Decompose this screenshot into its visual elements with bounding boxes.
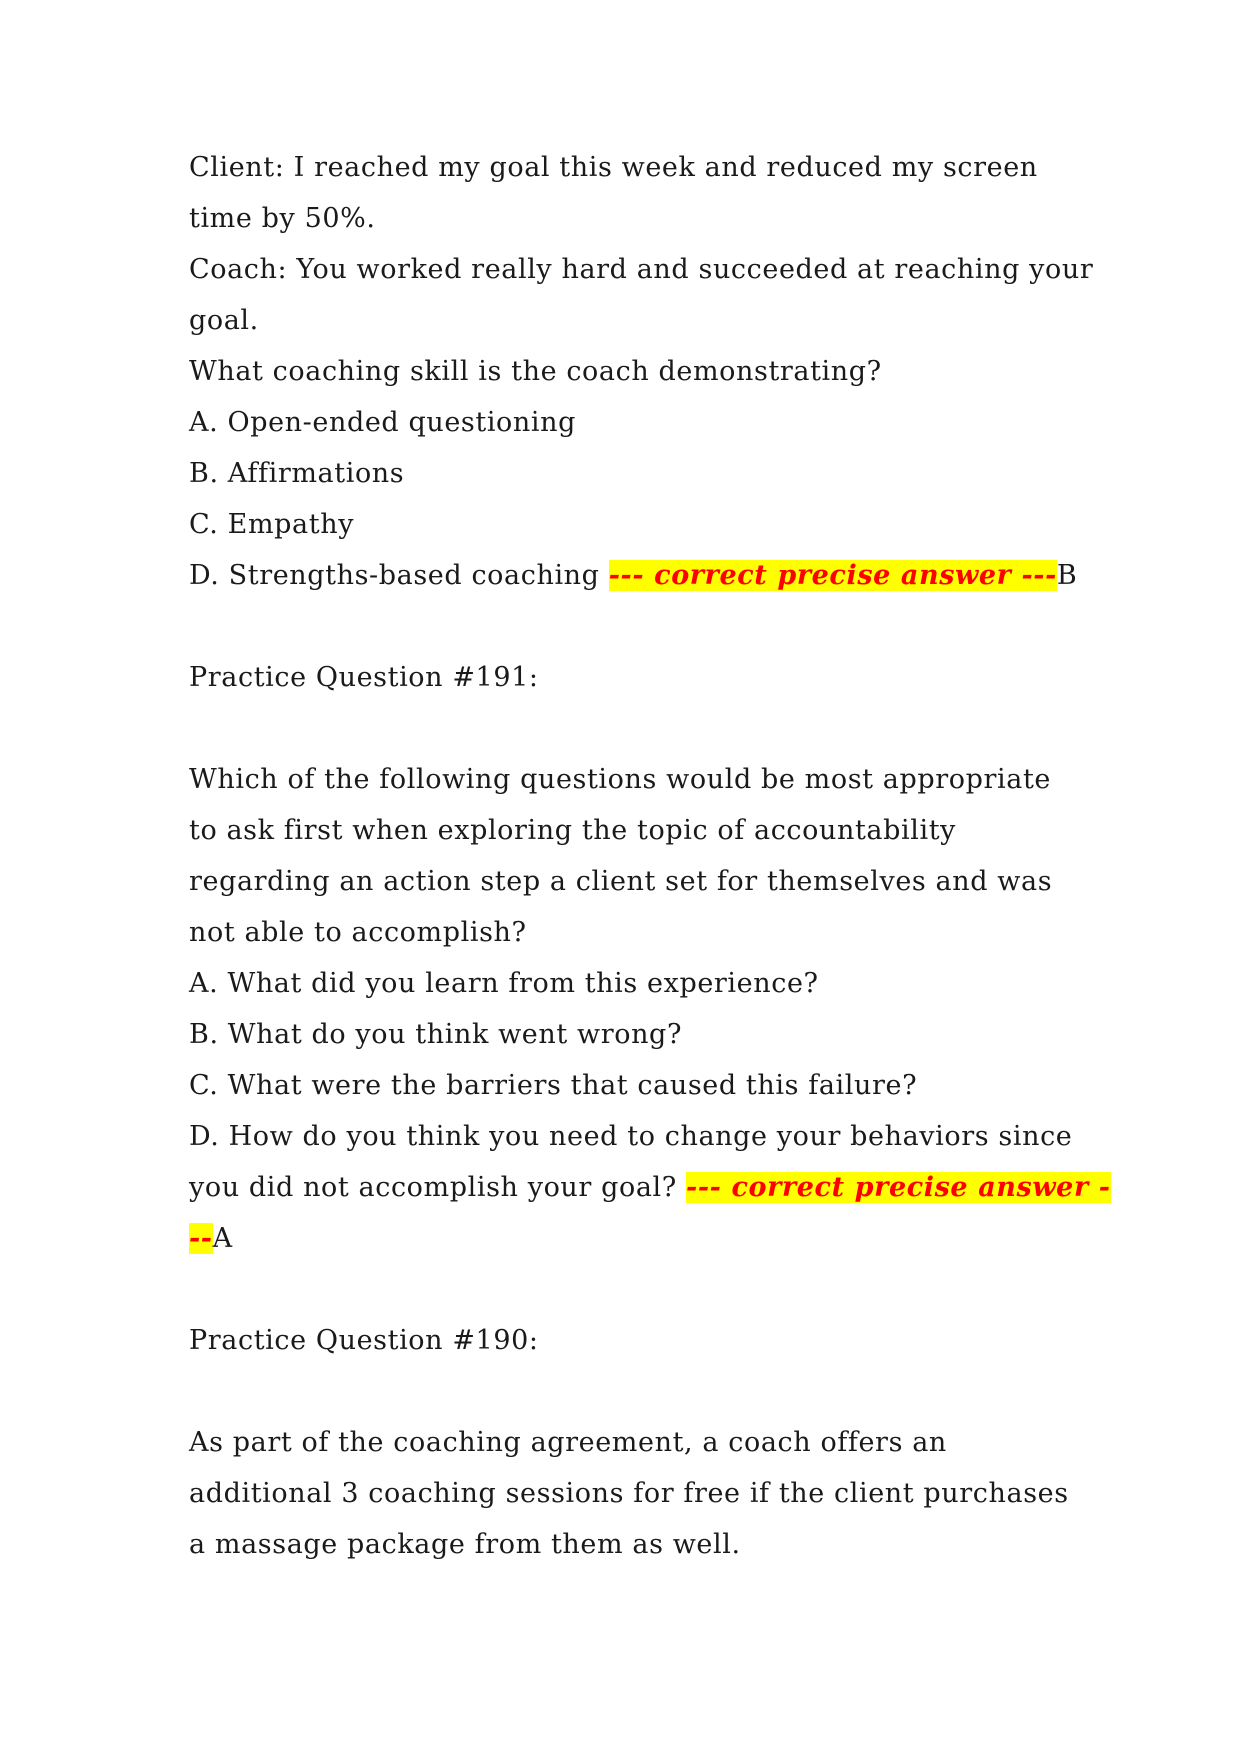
option-c-191: C. What were the barriers that caused this failure? xyxy=(189,1070,918,1101)
option-a: A. Open-ended questioning xyxy=(189,407,577,438)
question-text: What coaching skill is the coach demonstrating? xyxy=(189,356,882,387)
question-heading-191: Practice Question #191: xyxy=(189,662,539,693)
spacer xyxy=(189,601,1069,652)
coach-statement-line-2: goal. xyxy=(189,305,259,336)
question-stem-190-line-3: a massage package from them as well. xyxy=(189,1529,741,1560)
question-heading-190: Practice Question #190: xyxy=(189,1325,539,1356)
question-stem-191-line-2: to ask first when exploring the topic of accountability xyxy=(189,815,957,846)
option-d: D. Strengths-based coaching xyxy=(189,560,609,591)
answer-marker-191-part-2: -- xyxy=(189,1223,213,1254)
answer-letter: B xyxy=(1056,560,1078,591)
question-stem-190-line-2: additional 3 coaching sessions for free if the client purchases xyxy=(189,1478,1069,1509)
option-d-191-text: you did not accomplish your goal? xyxy=(189,1172,687,1203)
answer-marker-191-part-1: --- correct precise answer - xyxy=(686,1172,1111,1203)
question-stem-190-line-1: As part of the coaching agreement, a coach offers an xyxy=(189,1427,947,1458)
answer-line-191 xyxy=(189,1213,1069,1264)
coach-statement-line-1: Coach: You worked really hard and succeeded at reaching your xyxy=(189,254,1094,285)
answer-letter-191: A xyxy=(212,1223,233,1254)
option-d-line xyxy=(189,550,1078,601)
client-statement-line-1: Client: I reached my goal this week and reduced my screen xyxy=(189,152,1038,183)
spacer xyxy=(189,1366,1069,1417)
spacer xyxy=(189,703,1069,754)
spacer xyxy=(189,1264,1069,1315)
option-a-191: A. What did you learn from this experience? xyxy=(189,968,819,999)
question-stem-191-line-1: Which of the following questions would be most appropriate xyxy=(189,764,1051,795)
question-stem-191-line-3: regarding an action step a client set for themselves and was xyxy=(189,866,1053,897)
question-stem-191-line-4: not able to accomplish? xyxy=(189,917,527,948)
option-d-191-line-1: D. How do you think you need to change your behaviors since xyxy=(189,1121,1073,1152)
document-content xyxy=(189,142,1111,1570)
option-c: C. Empathy xyxy=(189,509,355,540)
option-d-191-line-2 xyxy=(189,1162,1111,1213)
client-statement-line-2: time by 50%. xyxy=(189,203,376,234)
answer-marker: --- correct precise answer --- xyxy=(608,560,1057,591)
option-b-191: B. What do you think went wrong? xyxy=(189,1019,683,1050)
option-b: B. Affirmations xyxy=(189,458,405,489)
